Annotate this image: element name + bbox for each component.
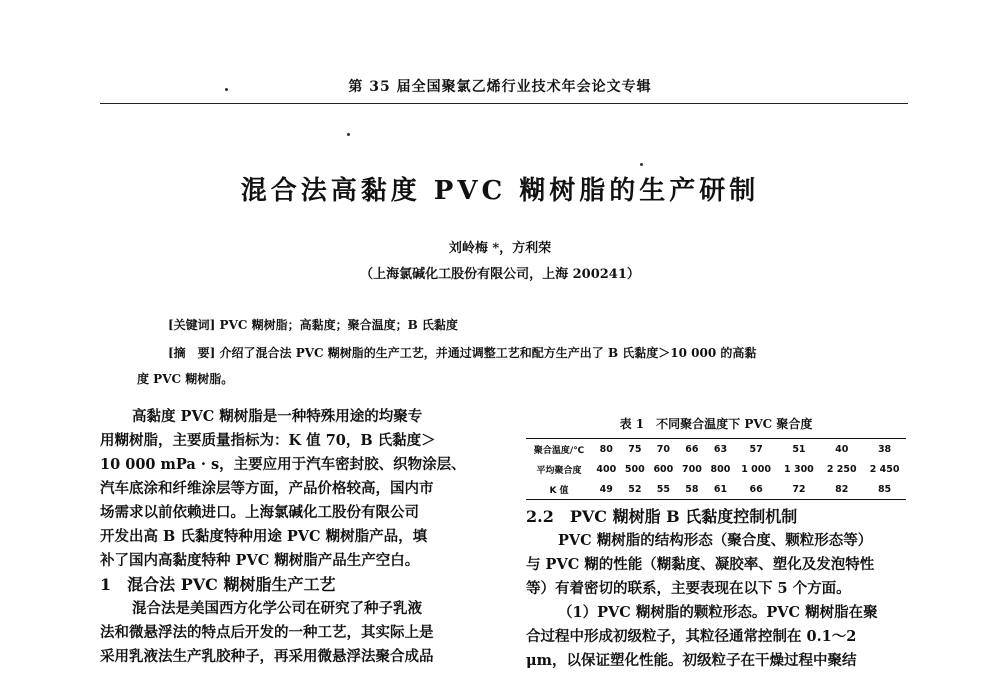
table-cell: 51 <box>778 439 821 460</box>
keywords-label: [关键词] <box>168 318 216 332</box>
table-cell: 1 300 <box>784 463 814 475</box>
table-cell: 57 <box>735 439 778 460</box>
body-line: PVC 糊树脂的结构形态（聚合度、颗粒形态等） <box>558 532 873 549</box>
right-column <box>526 505 912 673</box>
table-caption: 表 1 不同聚合温度下 PVC 聚合度 <box>619 417 813 431</box>
body-line: 高黏度 PVC 糊树脂是一种特殊用途的均聚专 <box>132 408 423 425</box>
row-header: 聚合温度/℃ <box>526 439 592 460</box>
table-cell: 2 450 <box>869 463 900 475</box>
table-cell: 400 <box>596 463 617 475</box>
table-cell: 82 <box>820 479 863 500</box>
table-cell: 72 <box>778 479 821 500</box>
table-row <box>526 459 906 479</box>
table-cell: 70 <box>649 439 678 460</box>
table-cell: 66 <box>735 479 778 500</box>
header-rule <box>100 103 908 104</box>
body-line: 等）有着密切的联系，主要表现在以下 5 个方面。 <box>526 580 851 597</box>
row-header: 平均聚合度 <box>536 465 582 476</box>
table-row <box>526 439 906 460</box>
body-line: 汽车底涂和纤维涂层等方面，产品价格较高，国内市 <box>100 480 434 497</box>
body-line: 与 PVC 糊的性能（糊黏度、凝胶率、塑化及发泡特性 <box>526 556 875 573</box>
speck <box>640 163 643 166</box>
table-cell: 700 <box>681 463 702 475</box>
data-table <box>526 438 906 500</box>
left-column <box>100 405 500 669</box>
body-line: 开发出高 B 氏黏度特种用途 PVC 糊树脂产品，填 <box>100 528 428 545</box>
running-title: 第 35 届全国聚氯乙烯行业技术年会论文专辑 <box>348 79 652 95</box>
table-cell: 1 000 <box>741 463 771 475</box>
table-cell: 52 <box>621 479 650 500</box>
section-heading-1: 1 混合法 PVC 糊树脂生产工艺 <box>100 575 336 594</box>
body-line: 法和微悬浮法的特点后开发的一种工艺，其实际上是 <box>100 624 434 641</box>
section-heading-2-2: 2.2 PVC 糊树脂 B 氏黏度控制机制 <box>526 507 798 526</box>
table-row <box>526 479 906 500</box>
body-line: 混合法是美国西方化学公司在研究了种子乳液 <box>132 600 422 617</box>
body-line: 场需求以前依赖进口。上海氯碱化工股份有限公司 <box>100 504 419 521</box>
table-cell: 66 <box>678 439 707 460</box>
table-cell: 600 <box>653 463 674 475</box>
table-cell: 80 <box>592 439 621 460</box>
paper-title: 混合法高黏度 PVC 糊树脂的生产研制 <box>240 176 760 206</box>
authors: 刘岭梅 *，方利荣 <box>448 241 552 256</box>
table-cell: 63 <box>706 439 735 460</box>
abstract-line-2: 度 PVC 糊树脂。 <box>137 372 234 386</box>
abstract-line-1 <box>168 344 756 361</box>
table-cell: 55 <box>649 479 678 500</box>
abstract-text-1: 介绍了混合法 PVC 糊树脂的生产工艺，并通过调整工艺和配方生产出了 B 氏黏度＞10 000 的高黏 <box>219 346 757 360</box>
body-line: 用糊树脂，主要质量指标为：K 值 70，B 氏黏度＞ <box>100 432 436 449</box>
speck <box>225 88 228 91</box>
table-cell: 85 <box>863 479 906 500</box>
table-cell: 75 <box>621 439 650 460</box>
table-cell: 800 <box>710 463 731 475</box>
table-cell: 58 <box>678 479 707 500</box>
table-cell: 40 <box>820 439 863 460</box>
speck <box>347 133 350 136</box>
keywords-text: PVC 糊树脂；高黏度；聚合温度；B 氏黏度 <box>219 318 458 332</box>
body-line: 采用乳液法生产乳胶种子，再采用微悬浮法聚合成品 <box>100 648 434 665</box>
body-line: μm，以保证塑化性能。初级粒子在干燥过程中聚结 <box>526 652 857 669</box>
body-line: 10 000 mPa · s，主要应用于汽车密封胶、织物涂层、 <box>100 456 466 473</box>
abstract-label: [摘 要] <box>168 346 216 360</box>
table-cell: 38 <box>863 439 906 460</box>
table-cell: 61 <box>706 479 735 500</box>
table-cell: 2 250 <box>826 463 857 475</box>
row-header: K 值 <box>526 479 592 500</box>
body-line: 补了国内高黏度特种 PVC 糊树脂产品生产空白。 <box>100 552 420 569</box>
table-cell: 49 <box>592 479 621 500</box>
table-cell: 500 <box>624 463 645 475</box>
affiliation: （上海氯碱化工股份有限公司，上海 200241） <box>360 267 640 282</box>
body-line: （1）PVC 糊树脂的颗粒形态。PVC 糊树脂在聚 <box>558 604 878 621</box>
keywords <box>168 316 458 333</box>
body-line: 合过程中形成初级粒子，其粒径通常控制在 0.1～2 <box>526 628 857 645</box>
